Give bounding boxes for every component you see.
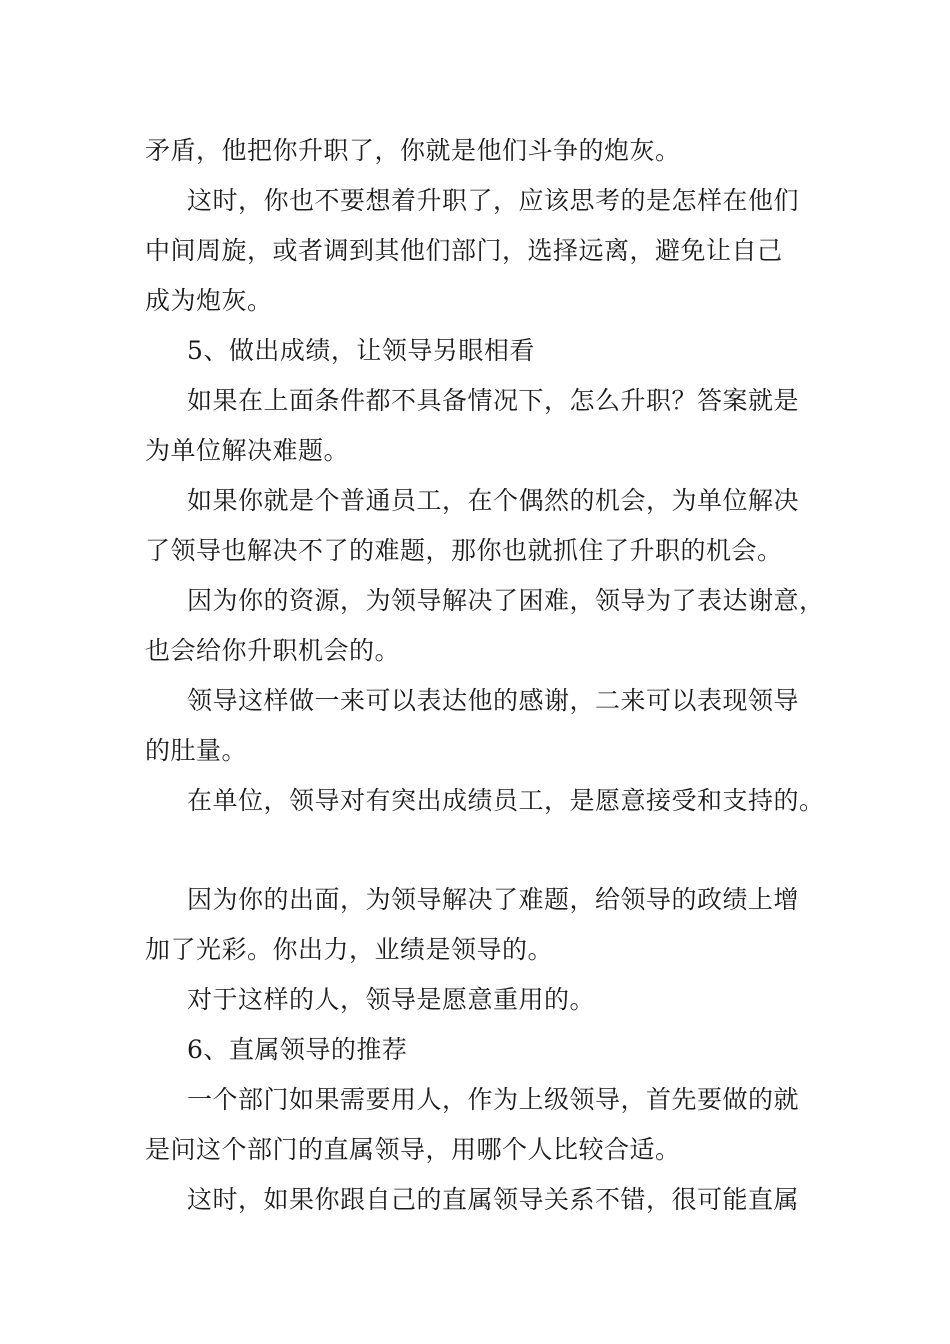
text-line: 为单位解决难题。	[145, 436, 350, 465]
text-line: 这时，如果你跟自己的直属领导关系不错，很可能直属	[187, 1185, 800, 1214]
text-line: 因为你的资源，为领导解决了困难，领导为了表达谢意，	[187, 586, 825, 615]
text-line: 如果在上面条件都不具备情况下，怎么升职？答案就是	[187, 386, 800, 415]
text-line: 也会给你升职机会的。	[145, 636, 401, 665]
text-line: 加了光彩。你出力，业绩是领导的。	[145, 935, 554, 964]
text-line: 了领导也解决不了的难题，那你也就抓住了升职的机会。	[145, 536, 783, 565]
text-line: 中间周旋，或者调到其他们部门，选择远离，避免让自己	[145, 236, 783, 265]
text-line: 在单位，领导对有突出成绩员工，是愿意接受和支持的。	[187, 786, 825, 815]
section-heading: 6、直属领导的推荐	[187, 1035, 408, 1064]
text-line: 如果你就是个普通员工，在个偶然的机会，为单位解决	[187, 486, 800, 515]
text-line: 领导这样做一来可以表达他的感谢，二来可以表现领导	[187, 686, 800, 715]
text-line: 是问这个部门的直属领导，用哪个人比较合适。	[145, 1135, 681, 1164]
text-line: 这时，你也不要想着升职了，应该思考的是怎样在他们	[187, 186, 800, 215]
section-heading: 5、做出成绩，让领导另眼相看	[187, 336, 535, 365]
text-line: 的肚量。	[145, 736, 248, 765]
text-line: 对于这样的人，领导是愿意重用的。	[187, 985, 596, 1014]
text-line: 因为你的出面，为领导解决了难题，给领导的政绩上增	[187, 885, 800, 914]
text-line: 成为炮灰。	[145, 286, 273, 315]
text-line: 矛盾，他把你升职了，你就是他们斗争的炮灰。	[145, 136, 681, 165]
text-line: 一个部门如果需要用人，作为上级领导，首先要做的就	[187, 1085, 800, 1114]
